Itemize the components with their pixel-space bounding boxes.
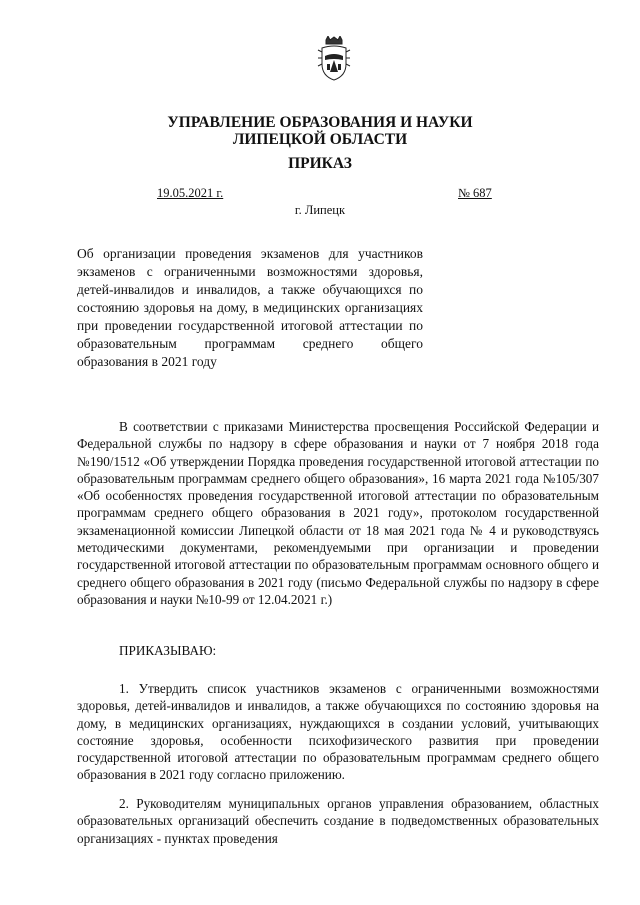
order-subject: Об организации проведения экзаменов для участников экзаменов с ограниченными возможностями здоровья, детей-инвалидов и инвалидов, а также обучающихся по состоянию здоровья на дому, в медицинских организациях при проведении государственной итоговой аттестации по образовательным программам среднего общего образования в 2021 году (77, 246, 423, 369)
order-date: 19.05.2021 г. (157, 186, 224, 200)
order-city: г. Липецк (294, 203, 346, 217)
order-word: ПРИКАЗЫВАЮ: (119, 643, 217, 658)
organization-name-line2: ЛИПЕЦКОЙ ОБЛАСТИ (232, 131, 408, 148)
organization-name-line1: УПРАВЛЕНИЕ ОБРАЗОВАНИЯ И НАУКИ (167, 114, 473, 131)
order-number: № 687 (458, 186, 492, 200)
preamble-paragraph: В соответствии с приказами Министерства просвещения Российской Федерации и Федеральной службы по надзору в сфере образования и науки от 7 ноября 2018 года №190/1512 «Об утверждении Порядка проведения государственной итоговой аттестации по образовательным программам среднего общего образования», 16 марта 2021 года №105/307 «Об особенностях проведения государственной итоговой аттестации по образовательным программам среднего общего образования в 2021 году», протоколом государственной экзаменационной комиссии Липецкой области от 18 мая 2021 года № 4 и руководствуясь методическими документами, рекомендуемыми при организации и проведении государственной итоговой аттестации по образовательным программам основного общего и среднего общего образования в 2021 году (письмо Федеральной службы по надзору в сфере образования и науки №10-99 от 12.04.2021 г.) (77, 419, 599, 607)
organization-name (0, 114, 640, 148)
document-type: ПРИКАЗ (288, 155, 352, 172)
order-item-2: 2. Руководителям муниципальных органов управления образованием, областных образовательных организаций обеспечить создание в подведомственных образовательных организациях - пунктах проведения (77, 796, 599, 846)
coat-of-arms-icon (316, 36, 352, 82)
order-item-1: 1. Утвердить список участников экзаменов с ограниченными возможностями здоровья, детей-инвалидов и инвалидов, а также обучающихся по состоянию здоровья на дому, в медицинских организациях, нуждающихся в создании условий, учитывающих состояние здоровья, особенности психофизического развития при проведении государственной итоговой аттестации по образовательным программам среднего общего образования в 2021 году согласно приложению. (77, 681, 599, 783)
